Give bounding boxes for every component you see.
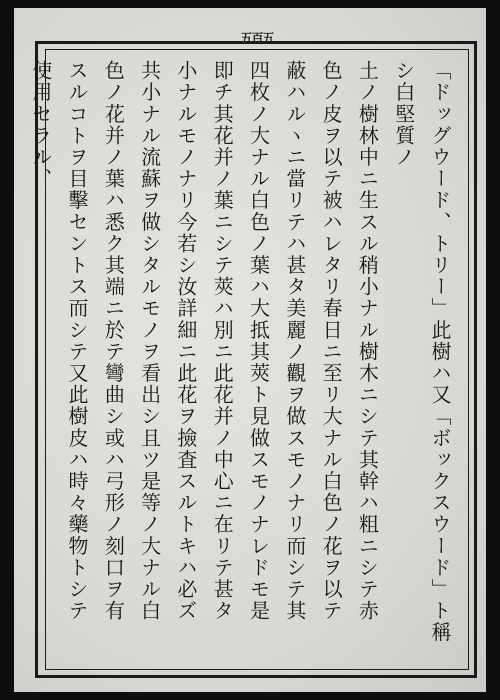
text-column: 色ノ皮ヲ以テ被ハレタリ春日ニ至リ大ナル白色ノ花ヲ以テ [319, 60, 344, 622]
text-column: 「ドッグウード、トリー」此樹ハ又「ボックスウード」ト稱シ白堅質ノ [391, 60, 452, 644]
text-column: 蔽ハルヽニ當リテハ甚タ美麗ノ觀ヲ做スモノナリ而シテ其 [282, 60, 307, 622]
text-column: スルコトヲ目擊セントス而シテ又此樹皮ハ時々藥物トシテ [65, 60, 90, 622]
vertical-text-body [28, 60, 458, 656]
page-number: 五百五 [240, 31, 274, 45]
text-column: 即チ其花并ノ葉ニシテ莢ハ別ニ此花并ノ中心ニ在リテ甚タ [210, 60, 235, 622]
text-column: 土ノ樹林中ニ生スル稍小ナル樹木ニシテ其幹ハ粗ニシテ赤 [355, 60, 380, 622]
book-page [14, 8, 486, 692]
text-column: 使用セラル、 [28, 60, 53, 190]
text-column: 四枚ノ大ナル白色ノ葉ハ大抵其莢ト見做スモノナレドモ是 [246, 60, 271, 622]
text-column: 色ノ花并ノ葉ハ悉ク其端ニ於テ彎曲シ或ハ弓形ノ刻口ヲ有 [101, 60, 126, 622]
text-column: 共小ナル流蘇ヲ做シタルモノヲ看出シ且ツ是等ノ大ナル白 [137, 60, 162, 622]
text-column: 小ナルモノナリ今若シ汝詳細ニ此花ヲ撿査スルトキハ必ズ [173, 60, 198, 622]
